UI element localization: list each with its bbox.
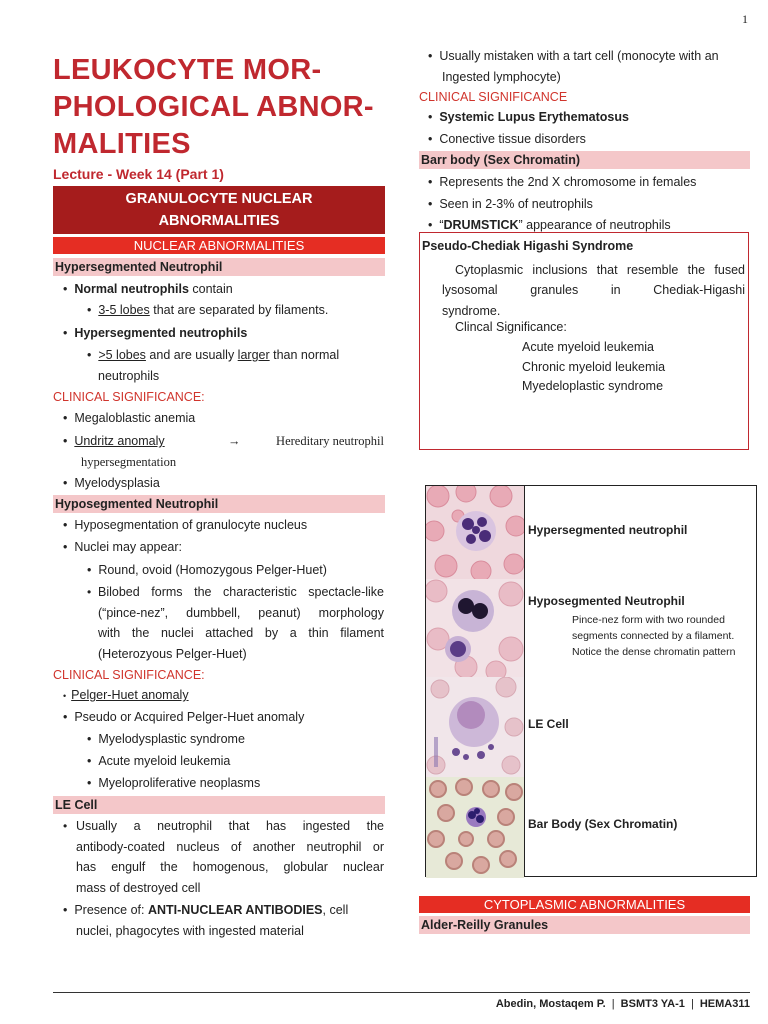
title-line: LEUKOCYTE MOR- xyxy=(53,54,322,86)
nuclei-appear-text: Nuclei may appear: xyxy=(74,540,183,554)
bullet-icon: • xyxy=(428,218,440,232)
banner-line: GRANULOCYTE NUCLEAR xyxy=(125,191,313,207)
bilobed-line: Bilobed forms the characteristic spectacle-like xyxy=(98,585,384,599)
presence-label: Presence of: xyxy=(74,903,148,917)
round-item xyxy=(87,560,327,581)
right-arrow-icon: → xyxy=(228,434,241,448)
morphology-image-table xyxy=(425,485,757,877)
bullet-icon: • xyxy=(87,754,99,768)
normal-neutrophils-text: contain xyxy=(188,282,233,296)
table-label: Hypersegmented neutrophil xyxy=(528,523,688,537)
quote-open: “ xyxy=(439,218,444,232)
gt5-line2: neutrophils xyxy=(98,369,160,383)
bullet-icon: • xyxy=(63,691,72,701)
lobes-text: that are separated by filaments. xyxy=(149,303,329,317)
banner-line: ABNORMALITIES xyxy=(158,213,280,229)
clinical-significance-label: CLINICAL SIGNIFICANCE: xyxy=(53,390,205,404)
megaloblastic-text: Megaloblastic anemia xyxy=(74,411,196,425)
sle-text: Systemic Lupus Erythematosus xyxy=(439,110,629,124)
footer-course: HEMA311 xyxy=(699,998,750,1010)
bilobed-line: (Heterozyous Pelger-Huet) xyxy=(98,646,247,661)
table-label: Hyposegmented Neutrophil xyxy=(528,594,685,608)
title-line: PHOLOGICAL ABNOR- xyxy=(53,91,374,123)
document-title xyxy=(53,52,393,163)
bullet-icon: • xyxy=(63,540,75,554)
bullet-icon: • xyxy=(428,110,440,124)
bilobed-line: (“pince-nez”, dumbbell, peanut) morphology xyxy=(98,605,384,620)
nuclei-appear-item xyxy=(63,537,182,558)
presence-post: , cell xyxy=(322,903,349,917)
barr-body-image xyxy=(426,777,524,878)
pseudo-chediak-heading: Pseudo-Chediak Higashi Syndrome xyxy=(422,239,634,253)
clinical-significance-label: CLINICAL SIGNIFICANCE xyxy=(419,90,568,104)
myelodysplasia-item xyxy=(63,473,160,494)
nuclear-abnormalities-bar: NUCLEAR ABNORMALITIES xyxy=(53,237,385,254)
pseudo-pelger-item xyxy=(63,707,304,728)
bullet-icon: • xyxy=(87,563,99,577)
pseudo-chediak-desc-2 xyxy=(442,280,745,321)
le-cell-line: Usually a neutrophil that has ingested the xyxy=(76,819,384,833)
bilobed-line: with the nuclei attached by a thin filament xyxy=(98,626,384,640)
footer xyxy=(496,998,750,1010)
table-note: Notice the dense chromatin pattern xyxy=(572,646,736,658)
pseudo-item: Acute myeloid leukemia xyxy=(522,340,655,354)
granulocyte-banner xyxy=(53,186,385,234)
presence-item xyxy=(63,900,384,921)
bullet-icon: • xyxy=(63,710,75,724)
drumstick-term: DRUMSTICK xyxy=(443,218,519,232)
bilobed-text xyxy=(98,582,384,664)
footer-separator: | xyxy=(690,998,694,1010)
bullet-icon: • xyxy=(63,518,75,532)
desc-line: syndrome. xyxy=(442,303,501,318)
gt5-lobes-item xyxy=(87,345,384,366)
bullet-icon: • xyxy=(428,175,440,189)
table-label: LE Cell xyxy=(528,717,569,731)
myelodysplasia-text: Myelodysplasia xyxy=(74,476,160,490)
title-line: MALITIES xyxy=(53,128,191,160)
anti-nuclear-term: ANTI-NUCLEAR ANTIBODIES xyxy=(147,903,323,917)
le-cell-line: antibody-coated nucleus of another neutrophil or xyxy=(76,839,384,854)
hyposegmented-heading: Hyposegmented Neutrophil xyxy=(53,495,385,513)
sle-item xyxy=(428,107,629,128)
le-cell-image xyxy=(426,677,524,778)
hypersegmented-neutrophils-item xyxy=(63,323,247,344)
bilobed-item xyxy=(87,582,384,664)
footer-author: Abedin, Mostaqem P. xyxy=(495,998,606,1010)
gt5-text: and are usually xyxy=(145,348,238,362)
bullet-icon: • xyxy=(87,585,92,599)
bullet-icon: • xyxy=(63,411,75,425)
table-note: Pince-nez form with two rounded xyxy=(572,614,725,626)
pseudo-item: Myedeloplastic syndrome xyxy=(522,379,664,393)
le-cell-line: has engulf the homogenous, globular nuclear xyxy=(76,860,384,874)
myelodysplastic-text: Myelodysplastic syndrome xyxy=(98,732,245,746)
hyposeg-text: Hyposegmentation of granulocyte nucleus xyxy=(74,518,308,532)
bullet-icon: • xyxy=(63,903,75,917)
le-cell-heading: LE Cell xyxy=(53,796,385,814)
pseudo-chediak-box xyxy=(419,232,749,450)
larger-term: larger xyxy=(237,348,270,362)
hypersegmented-neutrophil-image xyxy=(426,486,524,580)
barr-text: Seen in 2-3% of neutrophils xyxy=(439,197,593,211)
tart-cell-item xyxy=(428,46,719,67)
pelger-huet-term: Pelger-Huet anomaly xyxy=(71,688,189,702)
clinical-significance-label: CLINICAL SIGNIFICANCE: xyxy=(53,668,205,682)
bullet-icon: • xyxy=(63,282,75,296)
mpn-item xyxy=(87,773,260,794)
aml-item xyxy=(87,751,230,772)
normal-neutrophils-term: Normal neutrophils xyxy=(74,282,189,296)
le-cell-item xyxy=(63,816,384,898)
bullet-icon: • xyxy=(63,434,75,448)
alder-reilly-heading: Alder-Reilly Granules xyxy=(419,916,750,934)
clinical-label: Clincal Significance: xyxy=(455,320,567,334)
bullet-icon: • xyxy=(87,776,99,790)
le-cell-line: mass of destroyed cell xyxy=(76,880,201,895)
ctd-item xyxy=(428,129,586,150)
lobes-term: 3-5 lobes xyxy=(98,303,150,317)
lecture-subtitle: Lecture - Week 14 (Part 1) xyxy=(53,166,224,182)
undritz-item xyxy=(63,431,384,452)
gt5-end-text: than normal xyxy=(269,348,340,362)
bullet-icon: • xyxy=(63,326,75,340)
gt5-lobes-term: >5 lobes xyxy=(98,348,146,362)
barr-item xyxy=(428,194,593,215)
tart-line2: Ingested lymphocyte) xyxy=(442,70,561,84)
barr-body-heading: Barr body (Sex Chromatin) xyxy=(419,151,750,169)
ctd-text: Conective tissue disorders xyxy=(439,132,586,146)
hyposegmented-neutrophil-image xyxy=(426,579,524,678)
lobes-item xyxy=(87,300,328,321)
normal-neutrophils-item xyxy=(63,279,233,300)
tart-line: Usually mistaken with a tart cell (monocyte with an xyxy=(439,49,719,63)
undritz-line2: hypersegmentation xyxy=(81,455,177,469)
table-divider xyxy=(524,486,525,876)
footer-section: BSMT3 YA-1 xyxy=(620,998,685,1010)
table-note: segments connected by a filament. xyxy=(572,630,735,642)
page-number: 1 xyxy=(742,12,748,26)
pseudo-pelger-text: Pseudo or Acquired Pelger-Huet anomaly xyxy=(74,710,305,724)
desc-line: Cytoplasmic inclusions that resemble the fused xyxy=(455,263,745,277)
aml-text: Acute myeloid leukemia xyxy=(98,754,231,768)
footer-rule xyxy=(53,992,750,993)
hypersegmented-term: Hypersegmented neutrophils xyxy=(74,326,248,340)
bullet-icon: • xyxy=(87,348,99,362)
pseudo-chediak-desc xyxy=(442,260,745,281)
pseudo-item: Chronic myeloid leukemia xyxy=(522,360,666,374)
bullet-icon: • xyxy=(428,132,440,146)
footer-separator: | xyxy=(611,998,615,1010)
bullet-icon: • xyxy=(87,303,99,317)
megaloblastic-item xyxy=(63,408,195,429)
bullet-icon: • xyxy=(87,732,99,746)
barr-text: Represents the 2nd X chromosome in females xyxy=(439,175,697,189)
drumstick-text: ” appearance of neutrophils xyxy=(518,218,671,232)
mpn-text: Myeloproliferative neoplasms xyxy=(98,776,261,790)
undritz-term: Undritz anomaly xyxy=(74,434,165,448)
barr-item xyxy=(428,172,696,193)
bullet-icon: • xyxy=(63,476,75,490)
bullet-icon: • xyxy=(63,819,68,833)
presence-line2: nuclei, phagocytes with ingested material xyxy=(76,924,304,938)
le-cell-text xyxy=(76,816,384,898)
hyposeg-item xyxy=(63,515,307,536)
pelger-huet-item xyxy=(63,685,189,707)
hypersegmented-heading: Hypersegmented Neutrophil xyxy=(53,258,385,276)
round-text: Round, ovoid (Homozygous Pelger-Huet) xyxy=(98,563,327,577)
bullet-icon: • xyxy=(428,49,440,63)
table-label: Bar Body (Sex Chromatin) xyxy=(528,817,678,831)
desc-line: lysosomal granules in Chediak-Higashi xyxy=(442,283,745,297)
myelodysplastic-item xyxy=(87,729,245,750)
bullet-icon: • xyxy=(428,197,440,211)
undritz-text: Hereditary neutrophil xyxy=(276,434,384,448)
cytoplasmic-abnormalities-bar: CYTOPLASMIC ABNORMALITIES xyxy=(419,896,750,913)
